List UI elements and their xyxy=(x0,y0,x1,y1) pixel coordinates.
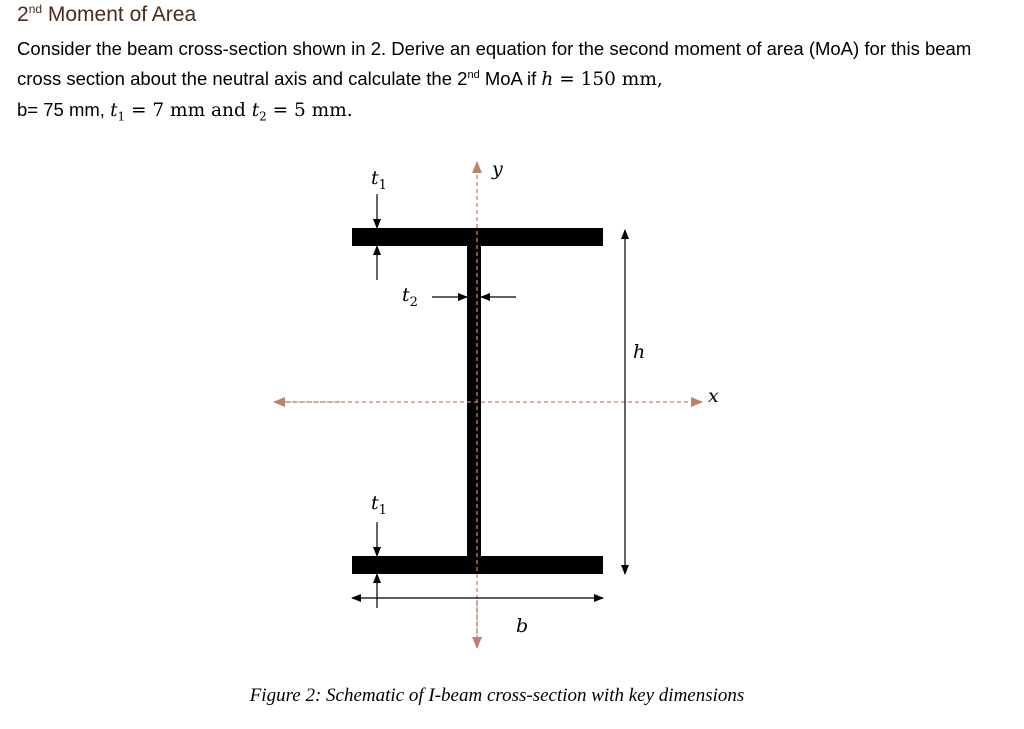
bottom-flange xyxy=(352,556,603,574)
figure-caption: Figure 2: Schematic of I-beam cross-section with key dimensions xyxy=(249,685,745,706)
t1-value: = 7 mm and xyxy=(125,100,252,121)
top-flange xyxy=(352,228,603,246)
heading-superscript: nd xyxy=(28,2,43,16)
t2-value: = 5 mm. xyxy=(266,100,353,121)
label-h: h xyxy=(633,341,646,363)
t1-symbol: $t_1$ xyxy=(110,100,126,124)
label-b: b xyxy=(516,615,529,637)
h-symbol: h xyxy=(541,69,554,90)
label-t1-top: $t_1$ xyxy=(371,167,387,193)
problem-text-intro: Consider the beam cross-section shown in 2. Derive an equation for the second moment of area (MoA) for this beam cross section about the neutral axis and calculate the 2 xyxy=(17,38,972,89)
label-y: y xyxy=(492,158,503,180)
t2-symbol: $t_2$ xyxy=(251,100,267,124)
b-text: b= 75 mm, xyxy=(17,99,111,120)
label-x: x xyxy=(708,385,719,407)
problem-superscript: nd xyxy=(467,68,480,81)
label-t2: $t_2$ xyxy=(402,284,418,310)
h-value: = 150 mm, xyxy=(553,69,663,90)
problem-text-moa: MoA if xyxy=(479,68,542,89)
heading-title: Moment of Area xyxy=(42,3,197,26)
web xyxy=(467,246,481,556)
label-t1-bottom: $t_1$ xyxy=(371,492,387,518)
heading-number: 2 xyxy=(17,3,29,26)
